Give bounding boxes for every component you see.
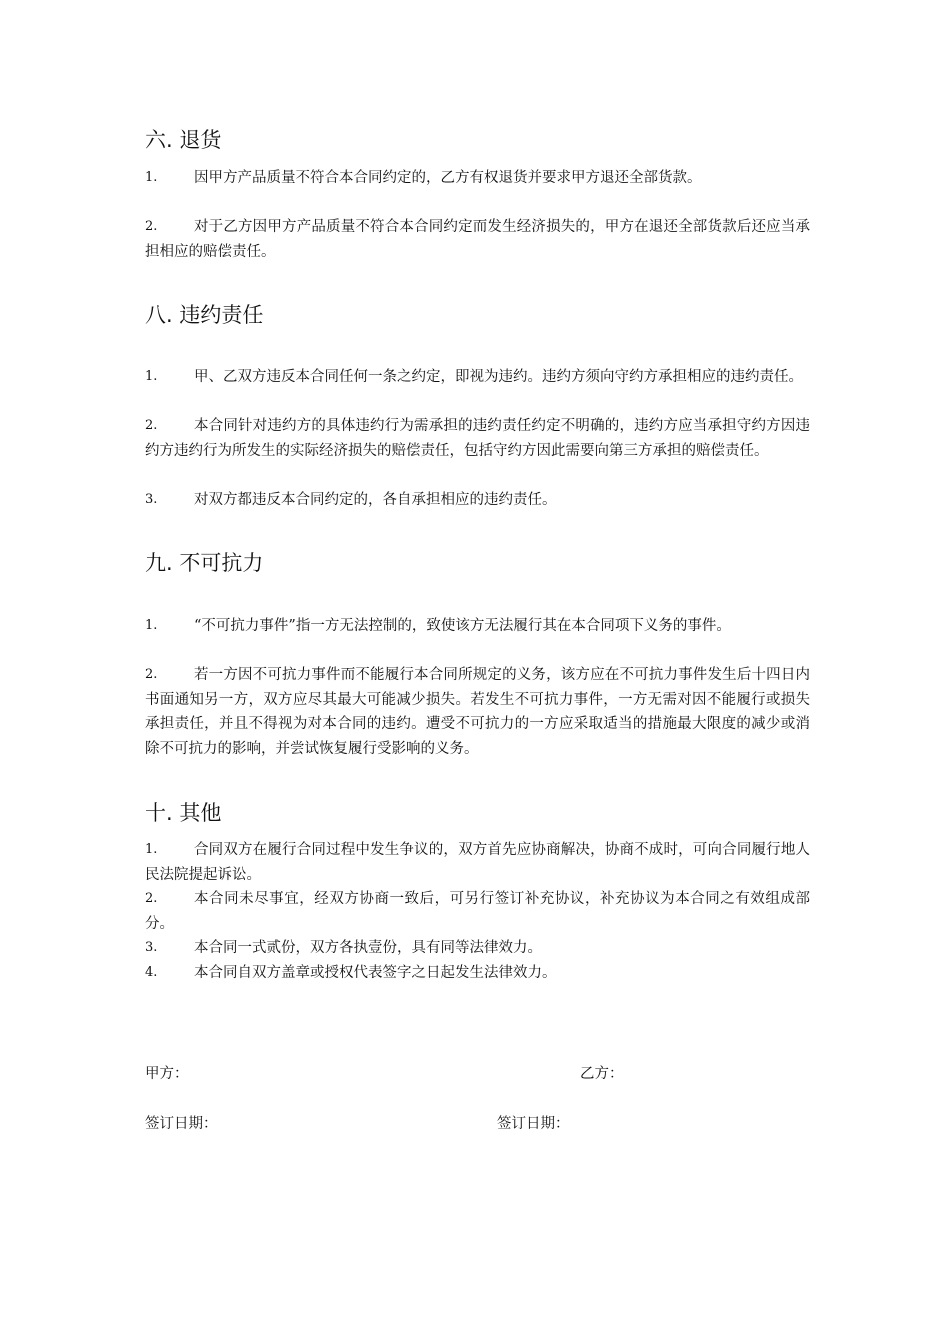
clause-text: 若一方因不可抗力事件而不能履行本合同所规定的义务，该方应在不可抗力事件发生后十四日内书面通知另一方，双方应尽其最大可能减少损失。若发生不可抗力事件，一方无需对因不能履行或损失承担责任，并且不得视为对本合同的违约。遭受不可抗力的一方应采取适当的措施最大限度的减少或消除不可抗力的影响，并尝试恢复履行受影响的义务。 <box>145 667 810 757</box>
clause-text: 对双方都违反本合同约定的，各自承担相应的违约责任。 <box>194 492 557 508</box>
clause-number: 4. <box>145 965 158 980</box>
clause-number: 1. <box>145 842 158 857</box>
clause-text: “不可抗力事件”指一方无法控制的，致使该方无法履行其在本合同项下义务的事件。 <box>194 618 731 634</box>
clause-other-2 <box>145 887 810 936</box>
clause-breach-1 <box>145 365 810 390</box>
section-heading-force-majeure: 九. 不可抗力 <box>145 551 264 575</box>
clause-other-3 <box>145 936 810 961</box>
clause-number: 2. <box>145 219 158 234</box>
clause-returns-1 <box>145 166 810 191</box>
clause-returns-2 <box>145 215 810 264</box>
clause-text: 对于乙方因甲方产品质量不符合本合同约定而发生经济损失的，甲方在退还全部货款后还应当承担相应的赔偿责任。 <box>145 219 810 260</box>
clause-breach-2 <box>145 414 810 463</box>
party-a-label: 甲方： <box>145 1066 189 1082</box>
clause-number: 1. <box>145 618 158 633</box>
clause-text: 本合同未尽事宜，经双方协商一致后，可另行签订补充协议，补充协议为本合同之有效组成部分。 <box>145 891 810 932</box>
clause-text: 本合同针对违约方的具体违约行为需承担的违约责任约定不明确的，违约方应当承担守约方因违约方违约行为所发生的实际经济损失的赔偿责任，包括守约方因此需要向第三方承担的赔偿责任。 <box>145 418 810 459</box>
clause-number: 2. <box>145 891 158 906</box>
party-a-sign-date-label: 签订日期： <box>145 1116 218 1132</box>
clause-other-4 <box>145 961 810 986</box>
section-heading-breach: 八. 违约责任 <box>145 303 264 327</box>
clause-number: 2. <box>145 418 158 433</box>
clause-text: 本合同一式贰份，双方各执壹份，具有同等法律效力。 <box>194 940 542 956</box>
clause-number: 3. <box>145 492 158 507</box>
clause-force-majeure-2 <box>145 663 810 761</box>
clause-breach-3 <box>145 488 810 513</box>
clause-number: 1. <box>145 369 158 384</box>
party-b-label: 乙方： <box>580 1066 624 1082</box>
clause-force-majeure-1 <box>145 614 810 639</box>
clause-number: 2. <box>145 667 158 682</box>
section-heading-returns: 六. 退货 <box>145 128 222 152</box>
party-b-sign-date-label: 签订日期： <box>497 1116 570 1132</box>
clause-number: 1. <box>145 170 158 185</box>
clause-number: 3. <box>145 940 158 955</box>
clause-text: 因甲方产品质量不符合本合同约定的，乙方有权退货并要求甲方退还全部货款。 <box>194 170 702 186</box>
section-heading-other: 十. 其他 <box>145 801 222 825</box>
clause-text: 甲、乙双方违反本合同任何一条之约定，即视为违约。违约方须向守约方承担相应的违约责任。 <box>194 369 803 385</box>
clause-text: 本合同自双方盖章或授权代表签字之日起发生法律效力。 <box>194 965 557 981</box>
clause-text: 合同双方在履行合同过程中发生争议的，双方首先应协商解决，协商不成时，可向合同履行地人民法院提起诉讼。 <box>145 842 810 883</box>
clause-other-1 <box>145 838 810 887</box>
